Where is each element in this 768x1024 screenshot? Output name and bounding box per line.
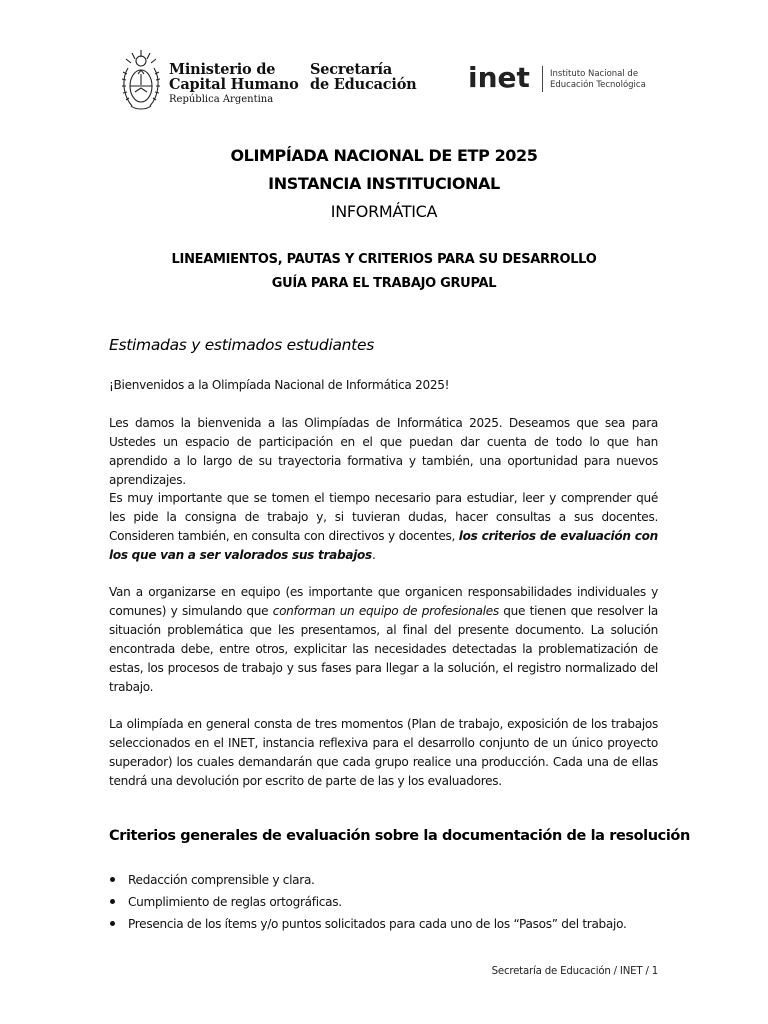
list-item — [109, 914, 669, 936]
ministry-country: República Argentina — [169, 94, 274, 105]
bullet-icon — [110, 921, 115, 926]
criteria-item-text: Redacción comprensible y clara. — [128, 873, 315, 887]
secretaria-line1: Secretaría — [310, 61, 393, 78]
main-title-line2: INSTANCIA INSTITUCIONAL — [268, 174, 500, 193]
criteria-item-text: Presencia de los ítems y/o puntos solicitados para cada uno de los “Pasos” del trabajo. — [128, 917, 627, 931]
paragraph-teamwork-emphasis: conforman un equipo de profesionales — [272, 604, 499, 618]
inet-subtitle-line2: Educación Tecnológica — [550, 80, 646, 90]
ministry-line1: Ministerio de — [169, 61, 276, 78]
guide-title-line1: LINEAMIENTOS, PAUTAS Y CRITERIOS PARA SU DESARROLLO — [171, 252, 597, 267]
list-item — [109, 870, 669, 892]
bullet-icon — [110, 899, 115, 904]
greeting-heading: Estimadas y estimados estudiantes — [109, 336, 374, 354]
inet-logo-divider — [542, 66, 543, 92]
ministry-line2: Capital Humano — [169, 76, 299, 93]
criteria-list — [109, 870, 669, 936]
paragraph-instructions-text: Es muy importante que se tomen el tiempo necesario para estudiar, leer y comprender qué les pide la consigna de trabajo y, si tuvieran dudas, hacer consultas a sus docentes. Consideren también, en consulta con directivos y docentes, — [109, 491, 658, 543]
document-header — [0, 0, 768, 120]
paragraph-instructions-end: . — [371, 548, 376, 562]
inet-subtitle-line1: Instituto Nacional de — [550, 69, 639, 79]
list-item — [109, 892, 669, 914]
paragraph-teamwork-end: que tienen que resolver la situación problemática que les presentamos, al final del presente documento. La solución encontrada debe, entre otros, explicitar las necesidades detectadas la problematización de estas, los procesos de trabajo y sus fases para llegar a la solución, el registro normalizado del trabajo. — [109, 604, 658, 694]
argentina-national-seal-icon — [118, 48, 164, 114]
guide-title-line2: GUÍA PARA EL TRABAJO GRUPAL — [271, 276, 497, 291]
paragraph-intro: Les damos la bienvenida a las Olimpíadas de Informática 2025. Deseamos que sea para Ustedes un espacio de participación en el que puedan dar cuenta de todo lo que han aprendido a lo largo de su trayectoria formativa y también, una oportunidad para nuevos aprendizajes. — [109, 416, 658, 487]
criteria-item-text: Cumplimiento de reglas ortográficas. — [128, 895, 342, 909]
criteria-heading: Criterios generales de evaluación sobre la documentación de la resolución — [109, 828, 690, 844]
secretaria-line2: de Educación — [310, 76, 417, 93]
paragraph-instructions-emphasis: los criterios de evaluación con los que van a ser valorados sus trabajos — [109, 529, 658, 562]
main-title-line1: OLIMPÍADA NACIONAL DE ETP 2025 — [230, 146, 538, 165]
paragraph-stages: La olimpíada en general consta de tres momentos (Plan de trabajo, exposición de los trabajos seleccionados en el INET, instancia reflexiva para el desarrollo conjunto de un único proyecto superador) los cuales demandarán que cada grupo realice una producción. Cada una de ellas tendrá una devolución por escrito de parte de las y los evaluadores. — [109, 717, 658, 788]
page-footer: Secretaría de Educación / INET / 1 — [491, 966, 658, 977]
inet-logo: inet — [468, 61, 530, 94]
inet-subtitle — [550, 69, 646, 91]
paragraph-welcome: ¡Bienvenidos a la Olimpíada Nacional de Informática 2025! — [109, 378, 450, 392]
paragraph-teamwork-text: Van a organizarse en equipo (es importante que organicen responsabilidades individuales y comunes) y simulando que — [109, 585, 658, 618]
paragraph-teamwork — [109, 583, 658, 697]
paragraph-instructions — [109, 489, 658, 565]
ministry-logo-text — [169, 62, 299, 107]
secretaria-logo-text — [310, 62, 417, 92]
bullet-icon — [110, 877, 115, 882]
subject-title: INFORMÁTICA — [330, 202, 438, 221]
